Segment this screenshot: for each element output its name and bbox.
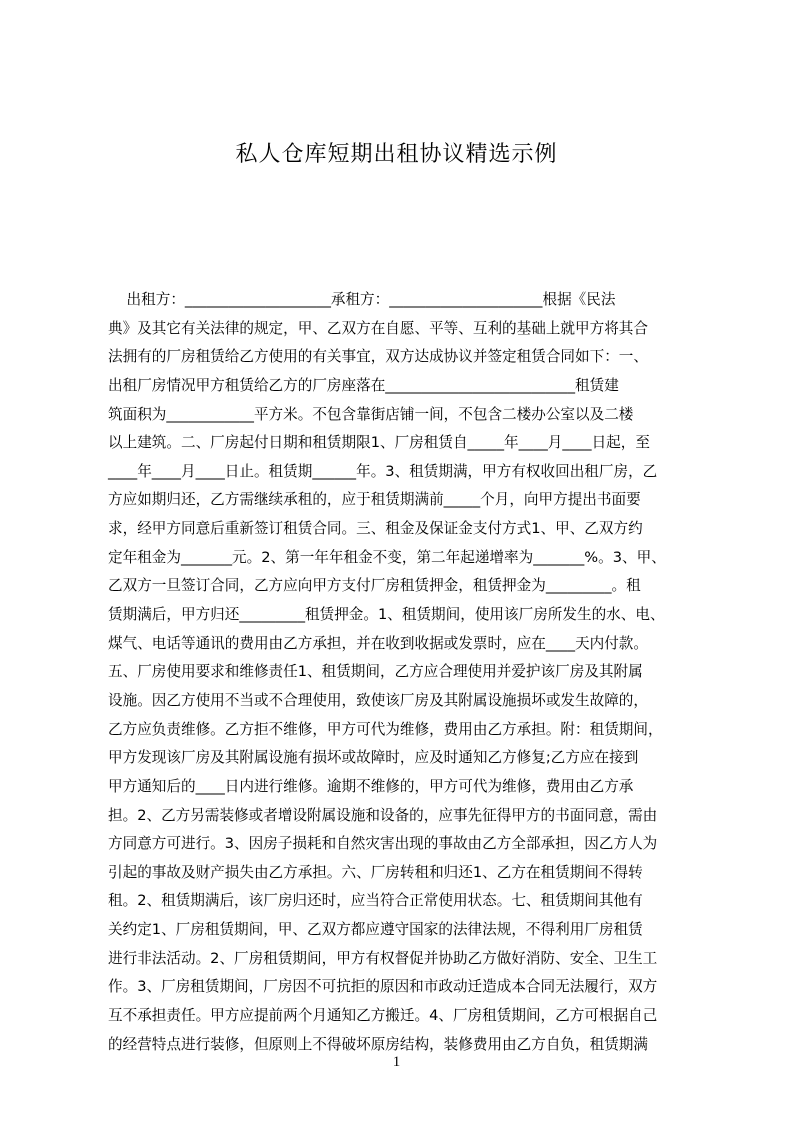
text-line: 互不承担责任。甲方应提前两个月通知乙方搬迁。4、厂房租赁期间，乙方可根据自己 xyxy=(108,1007,658,1025)
text-line: 方应如期归还，乙方需继续承租的，应于租赁期满前_____个月，向甲方提出书面要 xyxy=(108,491,641,509)
text-line: 乙方应负责维修。乙方拒不维修，甲方可代为维修，费用由乙方承担。附：租赁期间， xyxy=(108,720,663,738)
text-line: 定年租金为_______元。2、第一年年租金不变，第二年起递增率为_______%。3、甲、 xyxy=(108,548,666,566)
text-line: 煤气、电话等通讯的费用由乙方承担，并在收到收据或发票时，应在____天内付款。 xyxy=(108,634,648,652)
text-line: 求，经甲方同意后重新签订租赁合同。三、租金及保证金支付方式1、甲、乙双方约 xyxy=(108,520,643,538)
text-line: 出租厂房情况甲方租赁给乙方的厂房座落在__________________________租赁建 xyxy=(108,376,619,394)
text-line: 担。2、乙方另需装修或者增设附属设施和设备的，应事先征得甲方的书面同意，需由 xyxy=(108,806,658,824)
text-line: 进行非法活动。2、厂房租赁期间，甲方有权督促并协助乙方做好消防、安全、卫生工 xyxy=(108,949,658,967)
text-line: 作。3、厂房租赁期间，厂房因不可抗拒的原因和市政动迁造成本合同无法履行，双方 xyxy=(108,978,658,996)
text-line: 关约定1、厂房租赁期间，甲、乙双方都应遵守国家的法律法规，不得利用厂房租赁 xyxy=(108,921,643,939)
document-title: 私人仓库短期出租协议精选示例 xyxy=(235,142,558,167)
text-line: 的经营特点进行装修，但原则上不得破坏原房结构，装修费用由乙方自负，租赁期满 xyxy=(108,1035,648,1053)
page-number: 1 xyxy=(392,1054,401,1070)
text-line: 租。2、租赁期满后，该厂房归还时，应当符合正常使用状态。七、租赁期间其他有 xyxy=(108,892,643,910)
text-line: ____年____月____日止。租赁期______年。3、租赁期满，甲方有权收回出租厂房，乙 xyxy=(108,462,658,480)
text-line: 法拥有的厂房租赁给乙方使用的有关事宜，双方达成协议并签定租赁合同如下：一、 xyxy=(108,348,648,366)
text-line: 典》及其它有关法律的规定，甲、乙双方在自愿、平等、互利的基础上就甲方将其合 xyxy=(108,319,648,337)
document-body xyxy=(108,286,700,1053)
text-line: 赁期满后，甲方归还_________租赁押金。1、租赁期间，使用该厂房所发生的水、电、 xyxy=(108,606,665,624)
text-line: 引起的事故及财产损失由乙方承担。六、厂房转租和归还1、乙方在租赁期间不得转 xyxy=(108,863,643,881)
text-line: 乙双方一旦签订合同，乙方应向甲方支付厂房租赁押金，租赁押金为_________。租 xyxy=(108,577,641,595)
text-line: 甲方发现该厂房及其附属设施有损坏或故障时，应及时通知乙方修复;乙方应在接到 xyxy=(108,749,639,767)
text-line: 筑面积为____________平方米。不包含靠街店铺一间，不包含二楼办公室以及二楼 xyxy=(108,405,634,423)
text-line: 方同意方可进行。3、因房子损耗和自然灾害出现的事故由乙方全部承担，因乙方人为 xyxy=(108,835,658,853)
text-line: 甲方通知后的____日内进行维修。逾期不维修的，甲方可代为维修，费用由乙方承 xyxy=(108,777,634,795)
text-line: 设施。因乙方使用不当或不合理使用，致使该厂房及其附属设施损坏或发生故障的， xyxy=(108,691,648,709)
text-line: 以上建筑。二、厂房起付日期和租赁期限1、厂房租赁自_____年____月____日起，至 xyxy=(108,434,650,452)
text-line: 出租方：____________________承租方：_____________________根据《民法 xyxy=(108,291,616,308)
text-line: 五、厂房使用要求和维修责任1、租赁期间，乙方应合理使用并爱护该厂房及其附属 xyxy=(108,663,643,681)
